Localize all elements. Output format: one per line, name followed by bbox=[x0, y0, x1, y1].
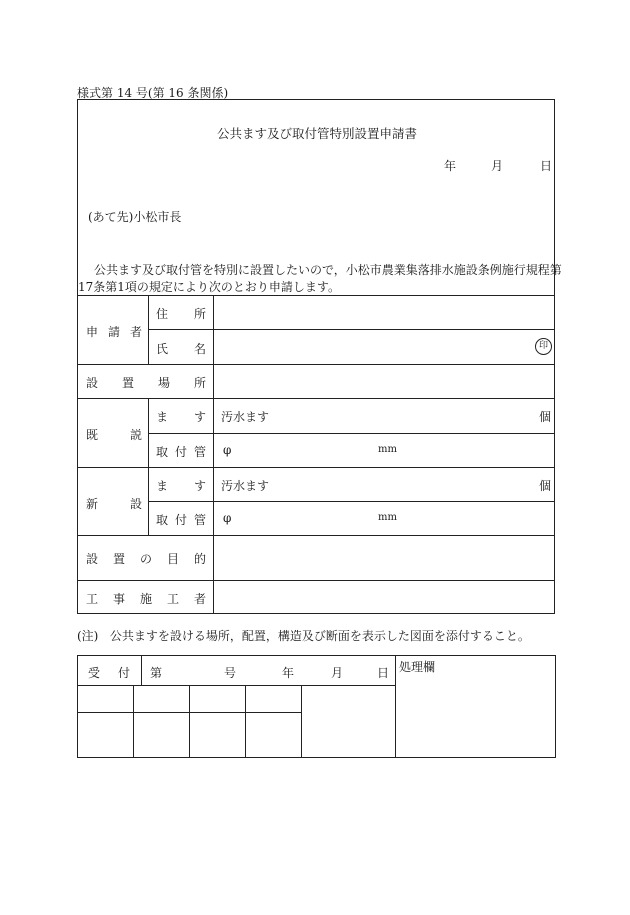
processing-label: 処理欄 bbox=[399, 660, 436, 674]
divider bbox=[133, 685, 134, 757]
note-text: 公共ますを設ける場所，配置，構造及び断面を表示した図面を添付すること。 bbox=[109, 629, 530, 643]
location-field[interactable] bbox=[215, 366, 552, 396]
new-masu-label: ま す bbox=[156, 479, 206, 493]
purpose-field[interactable] bbox=[215, 537, 552, 578]
new-pipe-diameter-symbol: φ bbox=[223, 511, 232, 525]
new-pipe-unit: mm bbox=[378, 512, 397, 523]
divider bbox=[148, 501, 554, 502]
divider bbox=[148, 433, 554, 434]
note-prefix: (注) bbox=[77, 629, 99, 643]
divider bbox=[301, 685, 302, 757]
divider bbox=[78, 398, 554, 399]
existing-pipe-label: 取 付 管 bbox=[156, 445, 206, 459]
form-number: 様式第 14 号(第 16 条関係) bbox=[77, 86, 229, 100]
contractor-field[interactable] bbox=[215, 582, 552, 612]
divider bbox=[148, 295, 149, 364]
divider bbox=[245, 685, 246, 757]
contractor-label: 工 事 施 工 者 bbox=[86, 592, 206, 606]
note bbox=[77, 627, 530, 644]
receipt-number-prefix: 第 bbox=[150, 666, 163, 680]
divider bbox=[78, 535, 554, 536]
divider bbox=[78, 685, 395, 686]
divider bbox=[213, 295, 214, 613]
name-label: 氏 名 bbox=[156, 342, 206, 356]
address-label: 住 所 bbox=[156, 307, 206, 321]
application-form bbox=[77, 99, 562, 614]
address-field[interactable] bbox=[215, 297, 552, 327]
divider bbox=[189, 685, 190, 757]
receipt-table bbox=[77, 655, 556, 758]
location-label: 設 置 場 所 bbox=[86, 376, 206, 390]
applicant-label: 申 請 者 bbox=[86, 325, 142, 339]
existing-masu-value: 汚水ます bbox=[221, 410, 270, 424]
date-year-label: 年 bbox=[444, 159, 457, 173]
receipt-number-suffix: 号 bbox=[224, 666, 237, 680]
receipt-label: 受 付 bbox=[88, 666, 130, 680]
existing-label: 既 説 bbox=[86, 428, 142, 442]
name-field[interactable] bbox=[215, 331, 525, 362]
new-masu-value: 汚水ます bbox=[221, 479, 270, 493]
date-day-label: 日 bbox=[540, 159, 553, 173]
divider bbox=[78, 467, 554, 468]
existing-pipe-diameter-symbol: φ bbox=[223, 443, 232, 457]
divider bbox=[78, 712, 301, 713]
application-statement-line-1: 公共ます及び取付管を特別に設置したいので，小松市農業集落排水施設条例施行規程第 bbox=[94, 263, 562, 277]
new-masu-unit: 個 bbox=[539, 479, 552, 493]
existing-masu-unit: 個 bbox=[539, 410, 552, 424]
addressee: (あて先)小松市長 bbox=[88, 210, 182, 224]
divider bbox=[395, 656, 396, 757]
divider bbox=[78, 580, 554, 581]
new-pipe-label: 取 付 管 bbox=[156, 513, 206, 527]
existing-masu-label: ま す bbox=[156, 410, 206, 424]
receipt-year: 年 bbox=[282, 666, 295, 680]
new-label: 新 設 bbox=[86, 497, 142, 511]
application-statement-line-2: 17条第1項の規定により次のとおり申請します。 bbox=[78, 280, 340, 294]
seal-mark: 印 bbox=[535, 338, 552, 355]
date-month-label: 月 bbox=[491, 159, 504, 173]
existing-pipe-unit: mm bbox=[378, 444, 397, 455]
divider bbox=[78, 295, 554, 296]
receipt-day: 日 bbox=[377, 666, 390, 680]
purpose-label: 設 置 の 目 的 bbox=[86, 552, 206, 566]
divider bbox=[148, 329, 554, 330]
form-title: 公共ます及び取付管特別設置申請書 bbox=[216, 126, 417, 141]
divider bbox=[148, 398, 149, 535]
receipt-month: 月 bbox=[331, 666, 344, 680]
divider bbox=[78, 364, 554, 365]
divider bbox=[141, 656, 142, 685]
